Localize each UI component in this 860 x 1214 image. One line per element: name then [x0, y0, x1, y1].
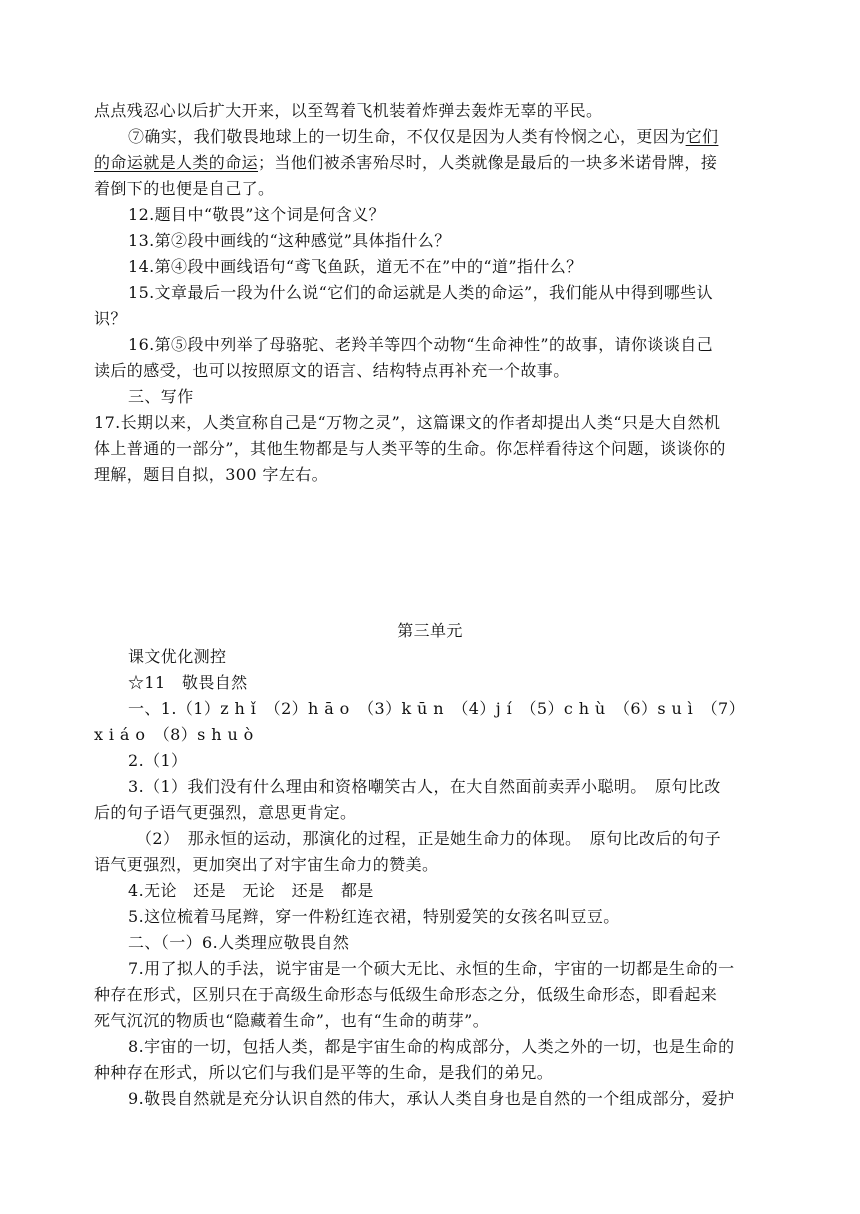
lesson-title: ☆11 敬畏自然	[128, 673, 248, 692]
paragraph-6-tail: 点点残忍心以后扩大开来，以至驾着飞机装着炸弹去轰炸无辜的平民。	[94, 101, 603, 120]
answer-7-line-3: 死气沉沉的物质也“隐藏着生命”，也有“生命的萌芽”。	[94, 1011, 490, 1030]
question-13: 13.第②段中画线的“这种感觉”具体指什么？	[128, 231, 451, 250]
answer-8-line-2: 种种存在形式，所以它们与我们是平等的生命，是我们的弟兄。	[94, 1063, 554, 1082]
answer-9-line-1: 9.敬畏自然就是充分认识自然的伟大，承认人类自身也是自然的一个组成部分，爱护	[128, 1089, 735, 1108]
answer-3-line-2: 后的句子语气更强烈，意思更肯定。	[94, 803, 357, 822]
answer-7-line-2: 种存在形式，区别只在于高级生命形态与低级生命形态之分，低级生命形态，即看起来	[94, 985, 718, 1004]
answer-1-line-2: x i á o （8）s h u ò	[94, 725, 254, 744]
question-16-line-1: 16.第⑤段中列举了母骆驼、老羚羊等四个动物“生命神性”的故事，请你谈谈自己	[128, 335, 714, 354]
question-17-line-3: 理解，题目自拟，300 字左右。	[94, 465, 329, 484]
paragraph-7-line-3: 着倒下的也便是自己了。	[94, 179, 275, 198]
answer-4: 4.无论 还是 无论 还是 都是	[128, 881, 374, 900]
answer-3b-line-2: 语气更强烈，更加突出了对宇宙生命力的赞美。	[94, 855, 439, 874]
answer-3-line-1: 3.（1）我们没有什么理由和资格嘲笑古人，在大自然面前卖弄小聪明。 原句比改	[128, 777, 721, 796]
answer-8-line-1: 8.宇宙的一切，包括人类，都是宇宙生命的构成部分，人类之外的一切，也是生命的	[128, 1037, 735, 1056]
answers-subtitle: 课文优化测控	[128, 647, 227, 666]
answer-7-line-1: 7.用了拟人的手法，说宇宙是一个硕大无比、永恒的生命，宇宙的一切都是生命的一	[128, 959, 735, 978]
answer-5: 5.这位梳着马尾辫，穿一件粉红连衣裙，特别爱笑的女孩名叫豆豆。	[128, 907, 620, 926]
question-15-line-2: 识？	[94, 309, 127, 328]
question-12: 12.题目中“敬畏”这个词是何含义？	[128, 205, 386, 224]
question-15-line-1: 15.文章最后一段为什么说“它们的命运就是人类的命运”，我们能从中得到哪些认	[128, 283, 714, 302]
question-14: 14.第④段中画线语句“鸢飞鱼跃，道无不在”中的“道”指什么？	[128, 257, 583, 276]
unit-title: 第三单元	[397, 621, 463, 640]
underlined-phrase: 的命运就是人类的命运	[94, 153, 259, 172]
section-heading-writing: 三、写作	[128, 387, 194, 406]
paragraph-7-line-2: 的命运就是人类的命运；当他们被杀害殆尽时，人类就像是最后的一块多米诺骨牌，接	[94, 153, 718, 172]
paragraph-7-line-1: ⑦确实，我们敬畏地球上的一切生命，不仅仅是因为人类有怜悯之心，更因为它们	[128, 127, 719, 146]
answer-1-line-1: 一、1.（1）z h ǐ （2）h ā o （3）k ū n （4）j í （5）c h ù （6）s u ì （7）	[128, 699, 745, 718]
question-16-line-2: 读后的感受，也可以按照原文的语言、结构特点再补充一个故事。	[94, 361, 570, 380]
answer-2: 2.（1）	[128, 751, 188, 770]
answer-6: 二、（一）6.人类理应敬畏自然	[128, 933, 350, 952]
underlined-phrase: 它们	[685, 127, 719, 146]
question-17-line-1: 17.长期以来，人类宣称自己是“万物之灵”，这篇课文的作者却提出人类“只是大自然机	[94, 413, 721, 432]
question-17-line-2: 体上普通的一部分”，其他生物都是与人类平等的生命。你怎样看待这个问题，谈谈你的	[94, 439, 726, 458]
answer-3b-line-1: （2） 那永恒的运动，那演化的过程，正是她生命力的体现。 原句比改后的句子	[136, 829, 721, 848]
